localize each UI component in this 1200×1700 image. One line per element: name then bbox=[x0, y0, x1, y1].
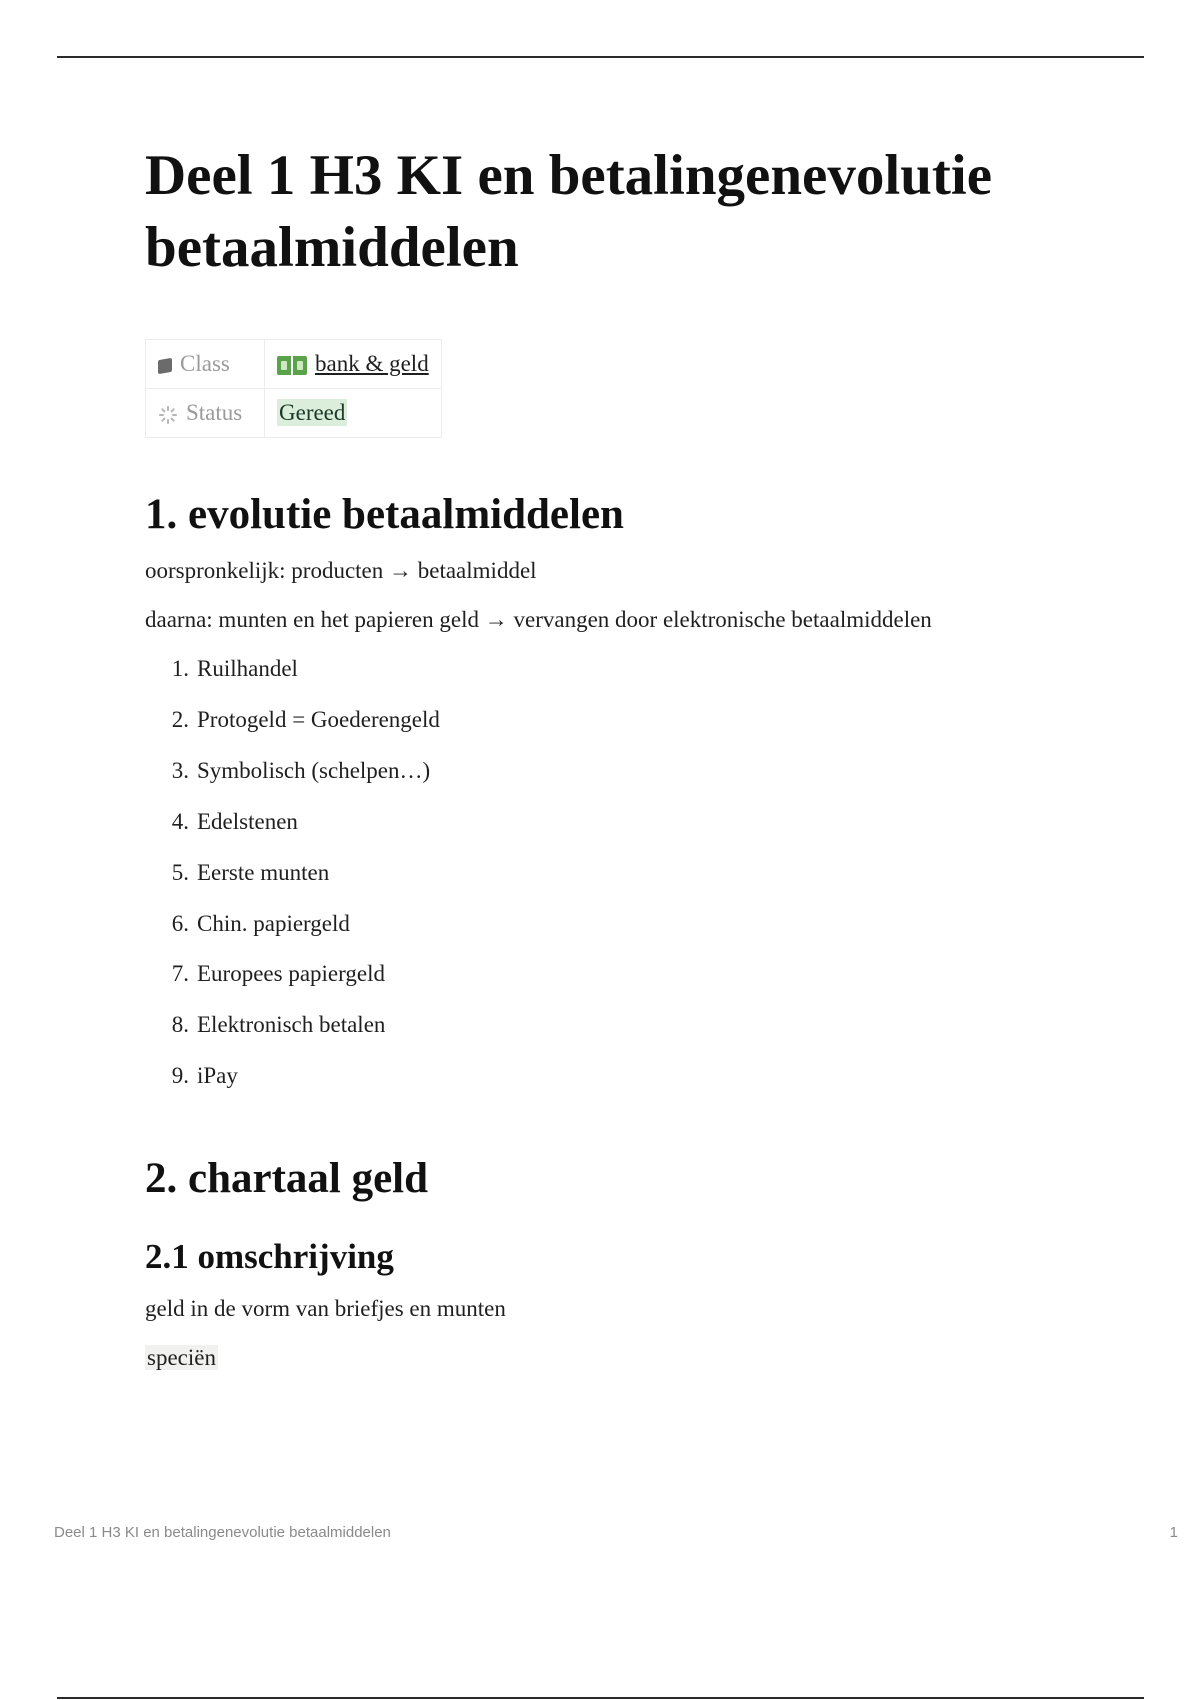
list-item bbox=[145, 695, 1075, 746]
property-value-class bbox=[265, 340, 442, 389]
list-number: 9. bbox=[171, 1063, 189, 1089]
section-heading-chartaal: 2. chartaal geld bbox=[145, 1155, 429, 1203]
paragraph-daarna: daarna: munten en het papieren geld → vervangen door elektronische betaalmiddelen bbox=[145, 607, 932, 632]
paragraph-oorspronkelijk: oorspronkelijk: producten → betaalmiddel bbox=[145, 558, 537, 583]
list-number: 5. bbox=[171, 859, 189, 885]
list-number: 8. bbox=[171, 1012, 189, 1038]
document-body bbox=[145, 140, 1075, 1382]
list-number: 2. bbox=[171, 706, 189, 732]
property-row-status bbox=[146, 389, 442, 438]
list-number: 4. bbox=[171, 808, 189, 834]
book-icon bbox=[158, 357, 172, 373]
list-number: 3. bbox=[171, 757, 189, 783]
bottom-rule bbox=[57, 1697, 1144, 1699]
list-text: Chin. papiergeld bbox=[197, 910, 350, 936]
status-badge[interactable]: Gereed bbox=[279, 400, 346, 425]
footer-title: Deel 1 H3 KI en betalingenevolutie betaalmiddelen bbox=[54, 1524, 391, 1541]
list-item bbox=[145, 797, 1075, 848]
list-text: Edelstenen bbox=[197, 808, 298, 834]
list-text: Symbolisch (schelpen…) bbox=[197, 757, 431, 783]
property-key-label: Status bbox=[186, 400, 243, 425]
money-icon bbox=[277, 356, 307, 375]
list-item bbox=[145, 848, 1075, 899]
evolution-list bbox=[145, 644, 1075, 1102]
property-key-label: Class bbox=[180, 351, 230, 376]
highlighted-text: speciën bbox=[147, 1345, 216, 1371]
paragraph-specien bbox=[145, 1333, 1075, 1382]
subsection-heading-omschrijving: 2.1 omschrijving bbox=[145, 1237, 394, 1277]
property-value-status bbox=[265, 389, 442, 438]
list-text: Europees papiergeld bbox=[197, 961, 385, 987]
top-rule bbox=[57, 56, 1144, 58]
status-spinner-icon bbox=[158, 405, 178, 425]
list-item bbox=[145, 899, 1075, 950]
property-key-class bbox=[146, 340, 265, 389]
paragraph-omschrijving: geld in de vorm van briefjes en munten bbox=[145, 1296, 506, 1322]
list-item bbox=[145, 949, 1075, 1000]
class-link[interactable]: bank & geld bbox=[315, 351, 429, 376]
property-row-class bbox=[146, 340, 442, 389]
properties-table bbox=[145, 339, 442, 438]
list-number: 6. bbox=[171, 910, 189, 936]
list-text: Elektronisch betalen bbox=[197, 1012, 386, 1038]
property-key-status bbox=[146, 389, 265, 438]
footer-page-number: 1 bbox=[1169, 1524, 1178, 1541]
list-text: Ruilhandel bbox=[197, 656, 298, 681]
list-text: iPay bbox=[197, 1063, 238, 1089]
section-heading-evolutie: 1. evolutie betaalmiddelen bbox=[145, 491, 624, 538]
list-number: 1. bbox=[171, 656, 189, 681]
page-title: Deel 1 H3 KI en betalingenevolutie betaalmiddelen bbox=[145, 144, 993, 279]
list-item bbox=[145, 1051, 1075, 1102]
list-text: Eerste munten bbox=[197, 859, 330, 885]
list-item bbox=[145, 1000, 1075, 1051]
list-text: Protogeld = Goederengeld bbox=[197, 706, 440, 732]
list-number: 7. bbox=[171, 961, 189, 987]
list-item bbox=[145, 746, 1075, 797]
list-item bbox=[145, 644, 1075, 695]
